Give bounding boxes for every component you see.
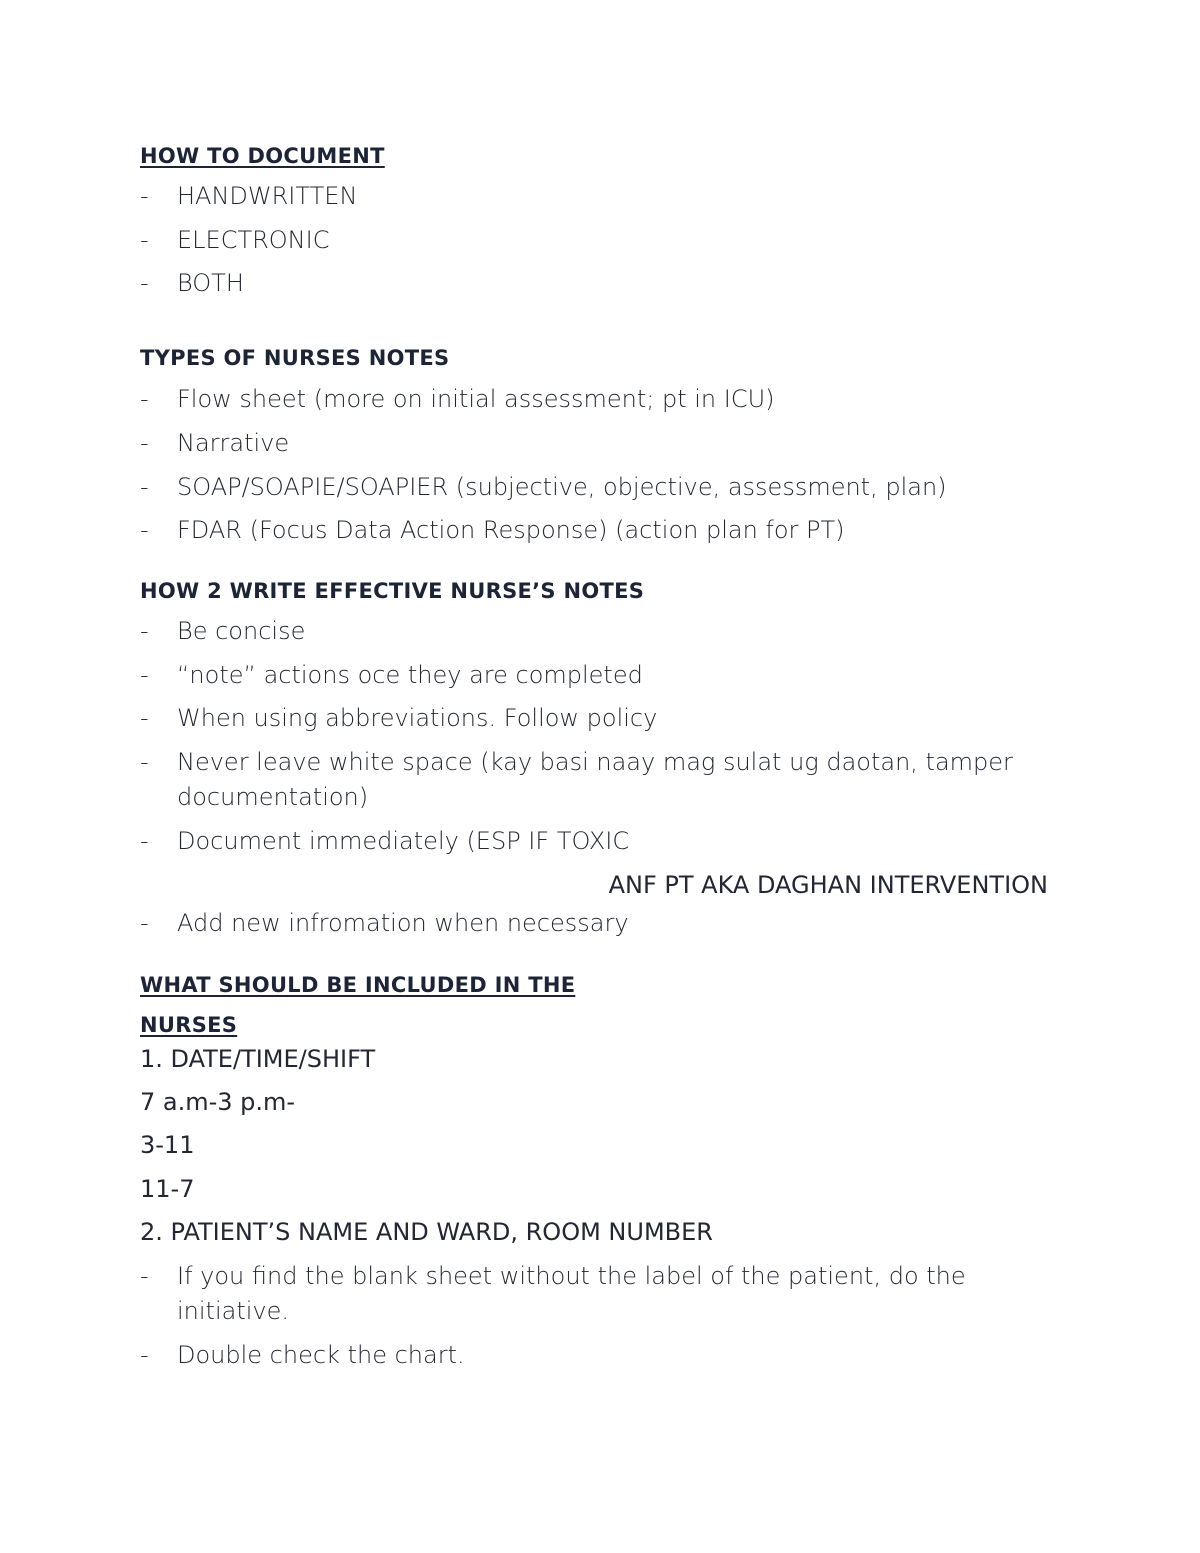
list-item: - Document immediately (ESP IF TOXIC bbox=[140, 827, 630, 855]
text-line: 3-11 bbox=[140, 1131, 195, 1159]
numbered-line: 2. PATIENT’S NAME AND WARD, ROOM NUMBER bbox=[140, 1218, 713, 1246]
list-item: - When using abbreviations. Follow policy bbox=[140, 704, 658, 732]
list-item: - Add new infromation when necessary bbox=[140, 909, 629, 937]
list-item: - If you find the blank sheet without the label of the patient, do the initiative. bbox=[140, 1262, 966, 1325]
list-item: - BOTH bbox=[140, 269, 244, 297]
list-item: - HANDWRITTEN bbox=[140, 182, 358, 210]
list-item: - Narrative bbox=[140, 429, 290, 457]
section-heading-how-to-document: HOW TO DOCUMENT bbox=[140, 144, 385, 168]
list-item: - ELECTRONIC bbox=[140, 226, 330, 254]
section-heading-types-of-notes: TYPES OF NURSES NOTES bbox=[140, 346, 450, 370]
list-item: - SOAP/SOAPIE/SOAPIER (subjective, objective, assessment, plan) bbox=[140, 473, 947, 501]
list-item: - “note” actions oce they are completed bbox=[140, 661, 643, 689]
list-item: - Flow sheet (more on initial assessment; pt in ICU) bbox=[140, 385, 775, 413]
list-item: - Double check the chart. bbox=[140, 1341, 465, 1369]
list-item: - Be concise bbox=[140, 617, 306, 645]
numbered-line: 1. DATE/TIME/SHIFT bbox=[140, 1045, 376, 1073]
list-item: - FDAR (Focus Data Action Response) (action plan for PT) bbox=[140, 516, 845, 544]
list-item-continuation: ANF PT AKA DAGHAN INTERVENTION bbox=[608, 871, 1048, 899]
section-heading-effective-notes: HOW 2 WRITE EFFECTIVE NURSE’S NOTES bbox=[140, 579, 645, 603]
list-item: - Never leave white space (kay basi naay mag sulat ug daotan, tamper documentation) bbox=[140, 748, 1013, 811]
text-line: 11-7 bbox=[140, 1175, 195, 1203]
section-heading-included-line2: NURSES bbox=[140, 1013, 238, 1037]
text-line: 7 a.m-3 p.m- bbox=[140, 1088, 296, 1116]
section-heading-included-line1: WHAT SHOULD BE INCLUDED IN THE bbox=[140, 973, 576, 997]
